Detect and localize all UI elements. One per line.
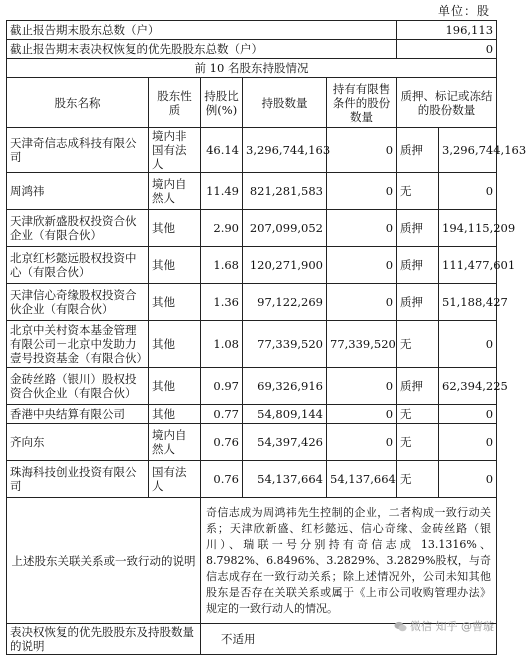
cell-nature: 境内非国有法人: [149, 128, 201, 173]
cell-status: 无: [397, 173, 439, 210]
cell-ratio: 11.49: [201, 173, 243, 210]
cell-nature: 其他: [149, 284, 201, 321]
section-title-row: [7, 59, 497, 78]
table-row: [7, 284, 497, 321]
table-row: [7, 321, 497, 368]
header-pledge: 质押、标记或冻结的股份数量: [397, 78, 497, 128]
shareholder-table: [6, 20, 526, 655]
cell-name: 周鸿祎: [7, 173, 149, 210]
cell-restricted: 0: [327, 247, 397, 284]
cell-status: 无: [397, 321, 439, 368]
cell-restricted: 77,339,520: [327, 321, 397, 368]
cell-nature: 其他: [149, 210, 201, 247]
cell-ratio: 0.77: [201, 405, 243, 424]
wechat-icon: [394, 621, 407, 632]
cell-restricted: 0: [327, 210, 397, 247]
table-row: [7, 128, 497, 173]
cell-qty: 77,339,520: [243, 321, 327, 368]
table-row: [7, 461, 497, 498]
cell-name: 天津欣新盛股权投资合伙企业（有限合伙）: [7, 210, 149, 247]
cell-status: 质押: [397, 284, 439, 321]
table-row: [7, 210, 497, 247]
summary-value: 0: [397, 40, 497, 59]
cell-nature: 其他: [149, 405, 201, 424]
cell-ratio: 1.08: [201, 321, 243, 368]
header-ratio: 持股比例(%): [201, 78, 243, 128]
table-row: [7, 173, 497, 210]
cell-qty: 821,281,583: [243, 173, 327, 210]
header-row: [7, 78, 497, 128]
cell-name: 天津信心奇缘股权投资合伙企业（有限合伙）: [7, 284, 149, 321]
summary-label: 截止报告期末表决权恢复的优先股股东总数（户）: [7, 40, 397, 59]
cell-pledged: 0: [439, 173, 497, 210]
cell-name: 齐向东: [7, 424, 149, 461]
cell-name: 天津奇信志成科技有限公司: [7, 128, 149, 173]
relation-row: [7, 498, 497, 624]
section-title: 前 10 名股东持股情况: [7, 59, 497, 78]
relation-label: 上述股东关联关系或一致行动的说明: [7, 498, 201, 624]
unit-label: 单位：股: [437, 4, 490, 18]
header-nature: 股东性质: [149, 78, 201, 128]
cell-name: 北京中关村资本基金管理有限公司－北京中发助力壹号投资基金（有限合伙）: [7, 321, 149, 368]
table-row: [7, 368, 497, 405]
watermark-text: 微信 知乎 @曹璇: [410, 620, 494, 633]
cell-qty: 54,137,664: [243, 461, 327, 498]
cell-name: 金砖丝路（银川）股权投资合伙企业（有限合伙）: [7, 368, 149, 405]
cell-restricted: 0: [327, 128, 397, 173]
cell-qty: 3,296,744,163: [243, 128, 327, 173]
cell-nature: 其他: [149, 368, 201, 405]
cell-restricted: 0: [327, 284, 397, 321]
cell-qty: 207,099,052: [243, 210, 327, 247]
cell-restricted: 0: [327, 173, 397, 210]
cell-ratio: 0.76: [201, 424, 243, 461]
preferred-value: 不适用: [201, 624, 497, 655]
header-qty: 持股数量: [243, 78, 327, 128]
cell-qty: 120,271,900: [243, 247, 327, 284]
table-row: [7, 247, 497, 284]
cell-ratio: 46.14: [201, 128, 243, 173]
cell-status: 质押: [397, 128, 439, 173]
cell-pledged: 0: [439, 424, 497, 461]
cell-status: 质押: [397, 247, 439, 284]
cell-status: 无: [397, 461, 439, 498]
cell-qty: 54,809,144: [243, 405, 327, 424]
cell-status: 质押: [397, 210, 439, 247]
cell-status: 质押: [397, 368, 439, 405]
cell-pledged: 51,188,427: [439, 284, 497, 321]
cell-name: 香港中央结算有限公司: [7, 405, 149, 424]
cell-pledged: 0: [439, 321, 497, 368]
summary-label: 截止报告期末股东总数（户）: [7, 21, 397, 40]
cell-restricted: 54,137,664: [327, 461, 397, 498]
cell-ratio: 2.90: [201, 210, 243, 247]
cell-restricted: 0: [327, 424, 397, 461]
cell-nature: 境内自然人: [149, 173, 201, 210]
cell-status: 无: [397, 424, 439, 461]
cell-nature: 国有法人: [149, 461, 201, 498]
preferred-label: 表决权恢复的优先股股东及持股数量的说明: [7, 624, 201, 655]
cell-qty: 54,397,426: [243, 424, 327, 461]
summary-value: 196,113: [397, 21, 497, 40]
cell-nature: 其他: [149, 247, 201, 284]
cell-status: 无: [397, 405, 439, 424]
header-name: 股东名称: [7, 78, 149, 128]
cell-pledged: 111,477,601: [439, 247, 497, 284]
relation-text: 奇信志成为周鸿祎先生控制的企业，二者构成一致行动关系；天津欣新盛、红杉懿远、信心奇缘、金砖丝路（银川）、瑞联一号分别持有奇信志成 13.1316%、8.7982%、6.8496%、3.2829%、3.2829%股权，与奇信志成存在一致行动关系；除上述情况外，公司未知其他股东是否存在关联关系或属于《上市公司收购管理办法》规定的一致行动人的情况。: [201, 498, 497, 624]
cell-ratio: 1.36: [201, 284, 243, 321]
cell-qty: 69,326,916: [243, 368, 327, 405]
cell-restricted: 0: [327, 368, 397, 405]
cell-name: 北京红杉懿远股权投资中心（有限合伙）: [7, 247, 149, 284]
cell-name: 珠海科技创业投资有限公司: [7, 461, 149, 498]
cell-qty: 97,122,269: [243, 284, 327, 321]
cell-restricted: 0: [327, 405, 397, 424]
watermark: [394, 618, 494, 634]
cell-pledged: 62,394,225: [439, 368, 497, 405]
cell-pledged: 3,296,744,163: [439, 128, 497, 173]
table-row: [7, 424, 497, 461]
header-restricted: 持有有限售条件的股份数量: [327, 78, 397, 128]
cell-ratio: 0.97: [201, 368, 243, 405]
cell-pledged: 194,115,209: [439, 210, 497, 247]
cell-ratio: 0.76: [201, 461, 243, 498]
cell-pledged: 0: [439, 405, 497, 424]
cell-ratio: 1.68: [201, 247, 243, 284]
table-row: [7, 405, 497, 424]
cell-pledged: 0: [439, 461, 497, 498]
cell-nature: 境内自然人: [149, 424, 201, 461]
cell-nature: 其他: [149, 321, 201, 368]
summary-row: [7, 21, 497, 40]
summary-row: [7, 40, 497, 59]
